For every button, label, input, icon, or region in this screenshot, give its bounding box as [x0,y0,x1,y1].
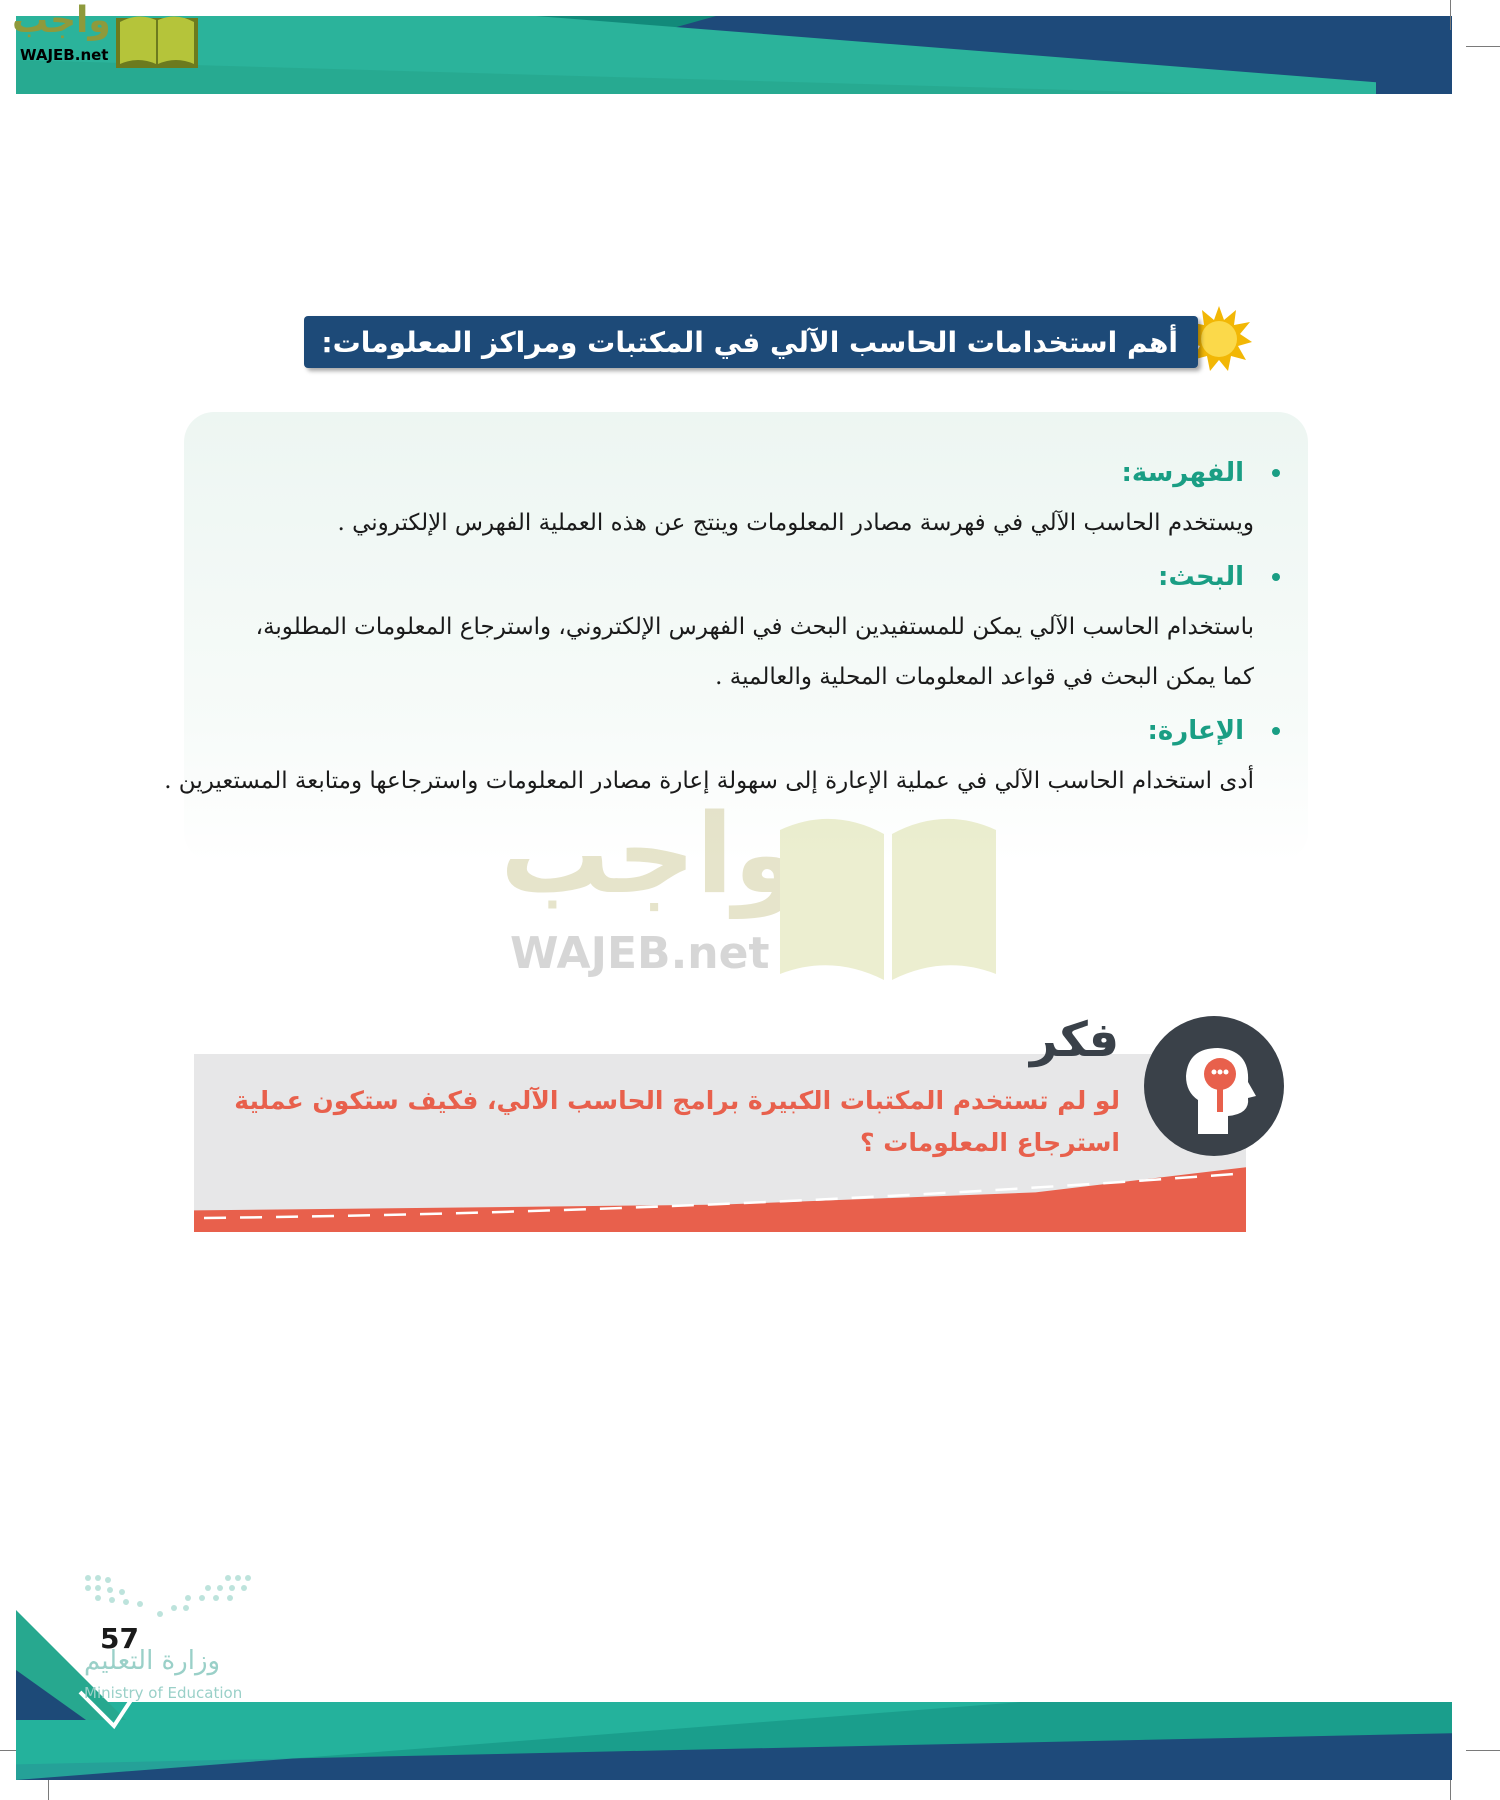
section-heading-bar [304,316,1198,368]
book-icon [776,810,1000,980]
book-icon [116,10,198,68]
top-banner [16,16,1452,94]
logo-latin: WAJEB.net [20,46,109,64]
bullet-title: البحث: [1158,562,1244,592]
watermark-arabic: واجب [500,790,802,918]
bullet-title: الإعارة: [1147,716,1244,746]
dashed-line [204,1166,1244,1226]
paragraph-line: باستخدام الحاسب الآلي يمكن للمستفيدين البحث في الفهرس الإلكتروني، واسترجاع المعلومات المطلوبة، [255,614,1254,640]
bullet-dot [1272,727,1280,735]
think-question-line: استرجاع المعلومات ؟ [860,1128,1120,1157]
logo-arabic: واجب [12,0,111,41]
bullet-search [1158,562,1280,592]
paragraph-line: ويستخدم الحاسب الآلي في فهرسة مصادر المعلومات وينتج عن هذه العملية الفهرس الإلكتروني . [337,510,1254,536]
crop-mark [1466,46,1500,47]
paragraph-line: كما يمكن البحث في قواعد المعلومات المحلية والعالمية . [715,664,1254,690]
paragraph-line: أدى استخدام الحاسب الآلي في عملية الإعارة إلى سهولة إعارة مصادر المعلومات واسترجاعها ومتابعة المستعيرين . [164,768,1254,794]
bullet-dot [1272,573,1280,581]
bullet-lending [1147,716,1280,746]
bullet-title: الفهرسة: [1121,458,1244,488]
page-number: 57 [100,1622,139,1655]
watermark [500,790,1010,990]
ministry-name-english: Ministry of Education [84,1684,243,1702]
crop-mark [1466,1750,1500,1751]
bullet-dot [1272,469,1280,477]
ministry-name-arabic: وزارة التعليم [84,1646,221,1676]
section-heading: أهم استخدامات الحاسب الآلي في المكتبات ومراكز المعلومات: [321,325,1178,359]
bottom-banner [16,1702,1452,1780]
bullet-indexing [1122,458,1280,488]
crop-mark [1450,0,1451,30]
think-question-line: لو لم تستخدم المكتبات الكبيرة برامج الحاسب الآلي، فكيف ستكون عملية [234,1086,1120,1115]
watermark-latin: WAJEB.net [510,928,770,979]
think-title: فكر [1030,1012,1120,1068]
head-brain-icon [1144,1016,1284,1156]
wajeb-logo[interactable] [8,0,198,66]
